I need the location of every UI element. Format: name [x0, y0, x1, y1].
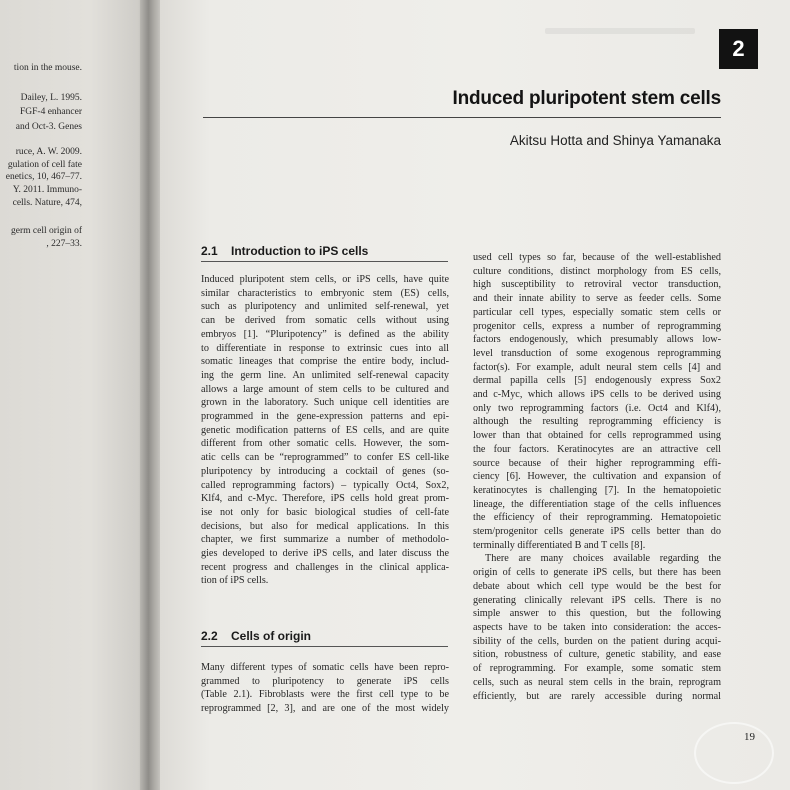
chapter-title: Induced pluripotent stem cells: [452, 88, 721, 109]
text-line: only two reprogramming factors (i.e. Oct4 and Klf4),: [473, 402, 721, 414]
text-line: aspects have to be taken into consideration: the acces-: [473, 621, 721, 633]
paragraph: [201, 273, 449, 588]
left-page-line: enetics, 10, 467–77.: [5, 172, 82, 182]
text-line: grown in the laboratory. Such unique cell identities are: [201, 397, 449, 409]
text-line: efficiently, but are rarely accessible during normal: [473, 690, 721, 702]
text-line: and their innate ability to serve as feeder cells. Some: [473, 293, 721, 305]
text-line: of reprogramming. For example, some somatic stem: [473, 663, 721, 675]
chapter-authors: Akitsu Hotta and Shinya Yamanaka: [509, 133, 721, 148]
text-line: sibility of the cells, burden on the patient during acqui-: [473, 635, 721, 647]
chapter-number-box: [719, 29, 758, 69]
section-number: 2.1: [201, 244, 218, 258]
text-line: Many different types of somatic cells have been repro-: [201, 662, 449, 673]
text-line: the four factors. Keratinocytes are an attractive cell: [473, 443, 721, 455]
text-line: can be derived from somatic cells without using: [201, 315, 449, 327]
text-line: recent progress and challenges in the clinical applica-: [201, 561, 449, 573]
text-line: embryos [1]. “Pluripotency” is defined as the ability: [201, 328, 449, 340]
text-line: different from other somatic cells. However, the som-: [201, 438, 449, 450]
left-page-line: FGF-4 enhancer: [20, 107, 82, 117]
left-page-line: germ cell origin of: [11, 226, 82, 236]
left-page-line: cells. Nature, 474,: [12, 198, 82, 208]
text-line: used cell types so far, because of the well-established: [473, 252, 721, 263]
text-line: tion of iPS cells.: [201, 575, 269, 587]
text-line: atic cells can be “reprogrammed” to confer ES cell-like: [201, 452, 449, 464]
text-line: ciency [6]. However, the cultivation and expansion of: [473, 471, 721, 483]
section-number: 2.2: [201, 629, 218, 643]
text-line: factor(s). For example, adult neural stem cells [4] and: [473, 361, 721, 373]
text-line: ise not only for basic biological studies of cell-fate: [201, 506, 449, 518]
title-rule: [203, 117, 721, 118]
text-line: generating clinically relevant iPS cells. There is no: [473, 594, 721, 606]
text-line: Klf4, and c-Myc. Therefore, iPS cells hold great prom-: [201, 493, 449, 505]
section-rule: [201, 646, 448, 647]
body-column-left-para-1: [201, 273, 449, 588]
text-line: genetic modification patterns of ES cells, and are quite: [201, 424, 449, 436]
text-line: chapter, we first summarize a number of methodolo-: [201, 534, 449, 546]
text-line: to differentiate in response to extrinsic cues into all: [201, 342, 449, 354]
text-line: such as pluripotency and unlimited self-renewal, yet: [201, 301, 449, 313]
text-line: although the resulting reprogramming efficiency is: [473, 416, 721, 428]
left-page-line: tion in the mouse.: [13, 63, 82, 73]
section-heading-2-2: [201, 629, 311, 643]
text-line: dermal papilla cells [5] endogenously express Sox2: [473, 375, 721, 387]
text-line: sition, robustness of culture, genetic stability, and ease: [473, 649, 721, 661]
text-line: reprogrammed [2, 3], and are one of the most widely: [201, 703, 449, 715]
text-line: debate about which cell type would be the best for: [473, 580, 721, 592]
chapter-number: 2: [732, 36, 745, 61]
text-line: programmed in the gene-expression patterns and epi-: [201, 411, 449, 423]
text-line: particular cell types, especially somatic stem cells or: [473, 306, 721, 318]
left-page-line: Y. 2011. Immuno-: [12, 185, 82, 195]
text-line: called reprogramming factors) – typically Oct4, Sox2,: [201, 479, 449, 491]
body-column-left-para-2: [201, 661, 449, 716]
text-line: grammed to pluripotency to generate iPS cells: [201, 675, 449, 687]
text-line: culture conditions, distinct morphology from ES cells,: [473, 265, 721, 277]
text-line: ing the germ line. An unlimited self-renewal capacity: [201, 369, 449, 381]
text-line: simple answer to this question, but the following: [473, 608, 721, 620]
text-line: progenitor cells, express a number of reprogramming: [473, 320, 721, 332]
text-line: source because of their higher reprogramming effi-: [473, 457, 721, 469]
text-line: somatic lineages that comprise the entire body, includ-: [201, 356, 449, 368]
page-number: 19: [744, 731, 755, 743]
text-line: terminally differentiated B and T cells [8].: [473, 539, 646, 551]
paragraph: [473, 251, 721, 552]
text-line: lower than that obtained for cells reprogrammed using: [473, 430, 721, 442]
text-line: decisions, but also for medical applications. In this: [201, 520, 449, 532]
left-page-line: ruce, A. W. 2009.: [15, 147, 82, 157]
text-line: allows a large amount of stem cells to be cultured and: [201, 383, 449, 395]
left-page-line: Dailey, L. 1995.: [20, 93, 82, 103]
text-line: lineage, the differentiation stage of the cells influences: [473, 498, 721, 510]
text-line: Induced pluripotent stem cells, or iPS cells, have quite: [201, 274, 449, 285]
text-line: (Table 2.1). Fibroblasts were the first cell type to be: [201, 689, 449, 701]
text-line: similar characteristics to embryonic stem (ES) cells,: [201, 287, 449, 299]
text-line: origin of cells to generate iPS cells, but there has been: [473, 567, 721, 579]
text-line: and c-Myc, which allows iPS cells to be derived using: [473, 389, 721, 401]
text-line: There are many choices available regarding the: [485, 553, 721, 565]
paragraph: [201, 661, 449, 716]
text-line: stem/progenitor cells generate iPS cells better than do: [473, 526, 721, 538]
text-line: gies developed to derive iPS cells, and later discuss the: [201, 548, 449, 560]
left-page-line: and Oct-3. Genes: [15, 122, 82, 132]
store-watermark-stamp: [694, 722, 774, 784]
text-line: pluripotency by introducing a cocktail of genes (so-: [201, 465, 449, 477]
section-rule: [201, 261, 448, 262]
text-line: the efficiency of their reprogramming. Hematopoietic: [473, 512, 721, 524]
section-heading-2-1: [201, 244, 368, 258]
text-line: keratinocytes is challenging [7]. In the hematopoietic: [473, 484, 721, 496]
left-page: [0, 0, 150, 790]
text-line: factors endogenously, which presumably allows low-: [473, 334, 721, 346]
body-column-right: [473, 251, 721, 703]
text-line: high susceptibility to retroviral vector transduction,: [473, 279, 721, 291]
left-page-line: gulation of cell fate: [7, 160, 82, 170]
left-page-line: , 227–33.: [46, 239, 82, 249]
text-line: cells, such as neural stem cells in the brain, reprogram: [473, 676, 721, 688]
section-title: Introduction to iPS cells: [231, 244, 369, 258]
section-title: Cells of origin: [231, 629, 312, 643]
show-through-header: [545, 28, 695, 34]
text-line: level transduction of some exogenous reprogramming: [473, 347, 721, 359]
paragraph: [473, 552, 721, 703]
